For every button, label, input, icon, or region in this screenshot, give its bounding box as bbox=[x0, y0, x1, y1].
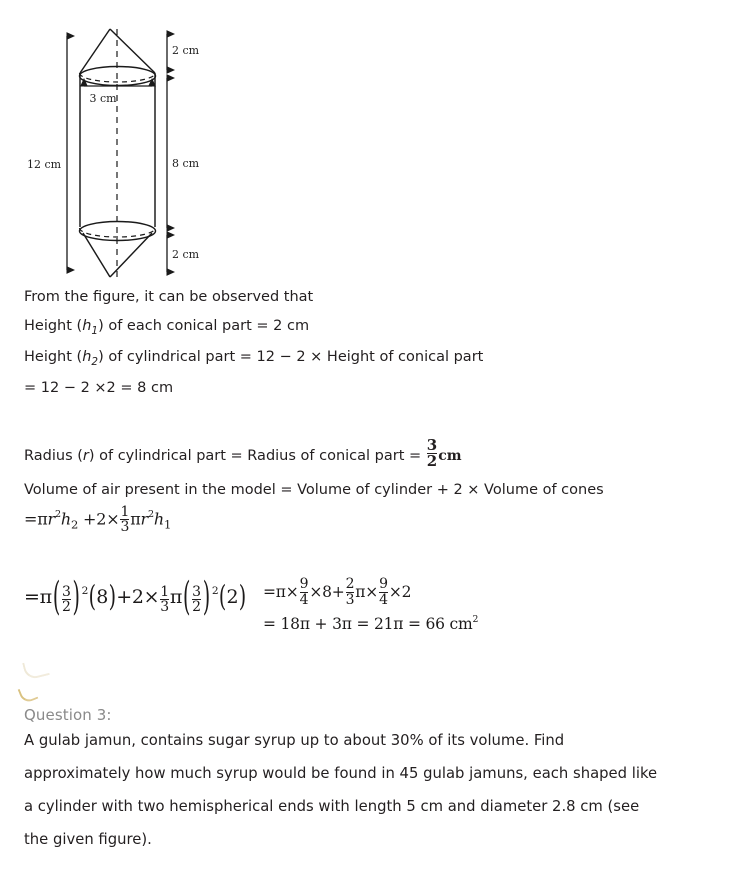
sub-exponent-2: 2 bbox=[211, 584, 219, 597]
sub-fraction-1-denominator: 2 bbox=[61, 599, 71, 616]
question-line: approximately how much syrup would be found in 45 gulab jamuns, each shaped like bbox=[24, 765, 658, 782]
evaluation-line-1 bbox=[263, 577, 478, 609]
formula-r: r bbox=[47, 509, 55, 529]
height-h2-suffix: ) of cylindrical part = 12 − 2 × Height of conical part bbox=[98, 348, 484, 365]
sub-two-final: 2 bbox=[226, 586, 239, 609]
sub-paren-close-3: ) bbox=[202, 574, 210, 620]
sub-fraction-1-numerator: 3 bbox=[61, 583, 71, 600]
label-diameter: 3 cm bbox=[89, 92, 117, 105]
height-h2-variable: h bbox=[82, 348, 92, 365]
eval1-pi-2: π bbox=[355, 583, 366, 601]
formula-r-exponent: 2 bbox=[55, 509, 61, 521]
radius-prefix: Radius ( bbox=[24, 447, 83, 464]
label-top-cone-height: 2 cm bbox=[172, 44, 200, 57]
sub-paren-open-1: ( bbox=[52, 574, 60, 620]
volume-statement-text: Volume of air present in the model = Volume of cylinder + 2 × Volume of cones bbox=[24, 482, 604, 499]
height-h1-suffix: ) of each conical part = 2 cm bbox=[98, 317, 310, 334]
sub-one-third-denominator: 3 bbox=[160, 599, 169, 616]
volume-statement-line bbox=[0, 483, 741, 498]
radius-variable: r bbox=[82, 447, 89, 464]
question-line: the given figure). bbox=[24, 831, 152, 848]
eval2-exponent: 2 bbox=[472, 613, 479, 625]
sub-one-third-numerator: 1 bbox=[160, 583, 169, 600]
sub-plus: + bbox=[116, 586, 132, 609]
formula-two: 2 bbox=[96, 509, 107, 529]
sub-pi: π bbox=[39, 586, 52, 609]
height-h2-line bbox=[0, 350, 741, 367]
formula-h2: h bbox=[60, 509, 72, 529]
evaluation-equations bbox=[263, 577, 478, 641]
eval1-two-thirds-numerator: 2 bbox=[345, 576, 355, 593]
formula-r-2: r bbox=[140, 509, 148, 529]
formula-one-third-denominator: 3 bbox=[120, 519, 130, 536]
eval1-fraction-2-numerator: 9 bbox=[379, 576, 388, 593]
substitution-equation bbox=[24, 574, 246, 620]
formula-equals: = bbox=[24, 509, 38, 529]
solution-intro-text: From the figure, it can be observed that bbox=[24, 289, 314, 305]
label-total-height: 12 cm bbox=[27, 158, 62, 171]
question-line: a cylinder with two hemispherical ends with length 5 cm and diameter 2.8 cm (see bbox=[24, 798, 640, 815]
eval1-two-thirds-denominator: 3 bbox=[345, 591, 355, 608]
formula-one-third-numerator: 1 bbox=[120, 504, 130, 520]
radius-unit: cm bbox=[438, 447, 462, 464]
volume-formula-equation bbox=[24, 505, 171, 535]
sub-paren-close-2: ) bbox=[108, 580, 116, 614]
question-body bbox=[0, 724, 741, 856]
eval1-eight: 8 bbox=[322, 583, 332, 601]
formula-h1-subscript: 1 bbox=[163, 517, 172, 532]
formula-times: × bbox=[106, 509, 120, 529]
sub-two: 2 bbox=[131, 586, 144, 609]
formula-r-2-exponent: 2 bbox=[147, 509, 154, 521]
label-bottom-cone-height: 2 cm bbox=[172, 248, 200, 261]
height-h2-subscript: 2 bbox=[91, 355, 99, 368]
height-h2-result-line bbox=[0, 381, 741, 396]
formula-pi: π bbox=[37, 509, 48, 529]
height-h1-line bbox=[0, 319, 741, 336]
evaluation-line-2 bbox=[263, 609, 478, 641]
question-line: A gulab jamun, contains sugar syrup up to about 30% of its volume. Find bbox=[24, 732, 565, 749]
spinning-top-diagram bbox=[0, 0, 741, 290]
radius-suffix: ) of cylindrical part = Radius of conical part = bbox=[88, 447, 422, 464]
sub-one-third bbox=[160, 585, 169, 615]
height-h2-result-text: = 12 − 2 ×2 = 8 cm bbox=[24, 380, 174, 397]
sub-pi-2: π bbox=[169, 586, 183, 609]
sub-exponent-1: 2 bbox=[81, 584, 89, 597]
sub-paren-open-3: ( bbox=[183, 574, 191, 620]
height-h1-variable: h bbox=[82, 317, 92, 334]
eval1-times-4: × bbox=[388, 583, 402, 601]
formula-one-third bbox=[120, 505, 129, 535]
sub-fraction-2 bbox=[192, 585, 201, 615]
eval1-fraction-1-numerator: 9 bbox=[299, 576, 309, 593]
sub-paren-open-2: ( bbox=[88, 580, 96, 614]
sub-fraction-1 bbox=[62, 585, 71, 615]
sub-fraction-2-denominator: 2 bbox=[192, 599, 201, 616]
radius-fraction bbox=[426, 435, 438, 470]
sub-paren-close-4: ) bbox=[238, 580, 246, 614]
radius-fraction-denominator: 2 bbox=[426, 451, 438, 470]
sub-times: × bbox=[143, 586, 160, 609]
sub-paren-close-1: ) bbox=[72, 574, 80, 620]
radius-line bbox=[0, 435, 741, 470]
eval2-text: = 18π + 3π = 21π = 66 cm bbox=[263, 614, 473, 633]
figure-container bbox=[0, 0, 741, 290]
label-cylinder-height: 8 cm bbox=[172, 157, 200, 170]
sub-eight: 8 bbox=[96, 586, 109, 609]
eval1-fraction-2-denominator: 4 bbox=[379, 591, 388, 608]
height-h1-prefix: Height ( bbox=[24, 317, 83, 334]
eval1-times-2: × bbox=[309, 583, 323, 601]
solution-text-container bbox=[0, 290, 741, 498]
sub-paren-open-4: ( bbox=[218, 580, 226, 614]
eval1-times-1: × bbox=[285, 583, 299, 601]
solution-intro-line bbox=[0, 290, 741, 305]
eval1-equals: = bbox=[263, 583, 276, 601]
eval1-fraction-1-denominator: 4 bbox=[299, 591, 309, 608]
height-h2-prefix: Height ( bbox=[24, 348, 83, 365]
eval1-fraction-2 bbox=[379, 577, 388, 607]
formula-h1: h bbox=[153, 509, 164, 529]
height-h1-subscript: 1 bbox=[91, 324, 99, 337]
sub-fraction-2-numerator: 3 bbox=[192, 583, 201, 600]
eval1-fraction-1 bbox=[300, 577, 309, 607]
formula-pi-2: π bbox=[130, 509, 141, 529]
eval1-two-final: 2 bbox=[401, 583, 412, 601]
formula-plus: + bbox=[83, 509, 97, 529]
eval1-two-thirds bbox=[346, 577, 355, 607]
question-heading: Question 3: bbox=[24, 706, 112, 724]
eval1-times-3: × bbox=[365, 583, 379, 601]
scan-artifact-mark bbox=[22, 657, 50, 680]
eval1-plus: + bbox=[331, 583, 345, 601]
question-container bbox=[0, 706, 741, 856]
radius-fraction-numerator: 3 bbox=[426, 435, 438, 454]
eval1-pi: π bbox=[275, 583, 286, 601]
formula-h2-subscript: 2 bbox=[71, 517, 79, 532]
sub-equals: = bbox=[24, 586, 40, 609]
scan-artifact-mark bbox=[18, 684, 39, 705]
